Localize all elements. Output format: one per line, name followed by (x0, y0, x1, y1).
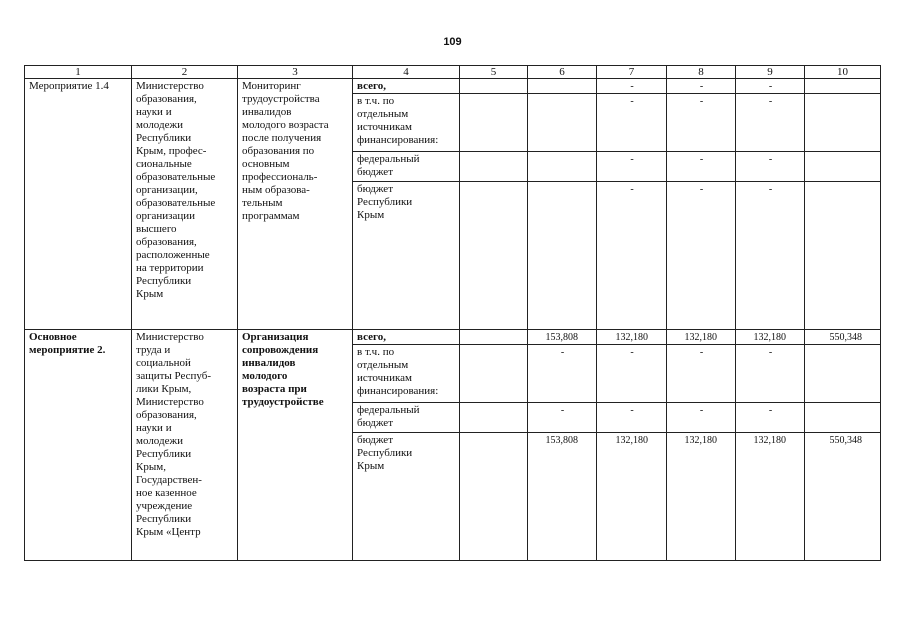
measure-name: Основное мероприятие 2. (25, 330, 132, 561)
measure-title: Мониторинг трудоустройства инвалидов молодого возраста после получения образования по основным профессиональ- ным образова- тельным программам (238, 79, 353, 330)
value-cell (805, 345, 881, 403)
value-cell: - (597, 403, 667, 433)
executor-cell: Министерство труда и социальной защиты Респуб- лики Крым, Министерство образования, науки и молодежи Республики Крым, Государствен- ное казенное учреждение Республики Крым «Центр (132, 330, 238, 561)
value-cell: 132,180 (667, 433, 736, 561)
budget-table (24, 65, 881, 561)
value-cell: - (528, 345, 597, 403)
value-cell: 153,808 (528, 433, 597, 561)
column-number: 10 (805, 66, 881, 79)
value-cell: - (667, 182, 736, 330)
value-cell: - (736, 345, 805, 403)
value-cell: 132,180 (667, 330, 736, 345)
table-row (25, 79, 881, 94)
measure-title: Организация сопровождения инвалидов молодого возраста при трудоустройстве (238, 330, 353, 561)
value-cell (805, 403, 881, 433)
value-cell (460, 345, 528, 403)
value-cell: - (597, 182, 667, 330)
table-row (25, 330, 881, 345)
funding-source: бюджет Республики Крым (353, 433, 460, 561)
funding-source: федеральный бюджет (353, 403, 460, 433)
value-cell: - (667, 345, 736, 403)
funding-source: в т.ч. по отдельным источникам финансирования: (353, 94, 460, 152)
value-cell: 153,808 (528, 330, 597, 345)
value-cell: - (597, 79, 667, 94)
executor-cell: Министерство образования, науки и молодежи Республики Крым, профес- сиональные образовательные организации, образовательные организации высшего образования, расположенные на территории Республики Крым (132, 79, 238, 330)
column-number: 4 (353, 66, 460, 79)
column-number: 9 (736, 66, 805, 79)
value-cell (528, 79, 597, 94)
value-cell: - (528, 403, 597, 433)
value-cell (460, 152, 528, 182)
page-number: 109 (443, 36, 462, 48)
value-cell: - (667, 403, 736, 433)
column-number: 2 (132, 66, 238, 79)
value-cell: - (597, 94, 667, 152)
value-cell: - (667, 94, 736, 152)
value-cell: 550,348 (805, 433, 881, 561)
value-cell (528, 152, 597, 182)
value-cell (528, 94, 597, 152)
value-cell: - (667, 152, 736, 182)
value-cell (460, 182, 528, 330)
value-cell: - (736, 152, 805, 182)
value-cell: 550,348 (805, 330, 881, 345)
value-cell: 132,180 (736, 433, 805, 561)
column-number: 7 (597, 66, 667, 79)
column-number: 5 (460, 66, 528, 79)
value-cell: - (736, 79, 805, 94)
column-number: 3 (238, 66, 353, 79)
funding-source: бюджет Республики Крым (353, 182, 460, 330)
value-cell: - (736, 94, 805, 152)
budget-table-sheet (24, 65, 880, 570)
funding-source: всего, (353, 330, 460, 345)
column-number: 1 (25, 66, 132, 79)
value-cell (460, 403, 528, 433)
value-cell: - (597, 152, 667, 182)
value-cell (460, 94, 528, 152)
column-number-row (25, 66, 881, 79)
value-cell (805, 182, 881, 330)
value-cell: 132,180 (597, 433, 667, 561)
column-number: 8 (667, 66, 736, 79)
measure-name: Мероприятие 1.4 (25, 79, 132, 330)
value-cell (460, 330, 528, 345)
funding-source: всего, (353, 79, 460, 94)
value-cell (805, 79, 881, 94)
funding-source: федеральный бюджет (353, 152, 460, 182)
funding-source: в т.ч. по отдельным источникам финансирования: (353, 345, 460, 403)
value-cell: - (736, 403, 805, 433)
column-number: 6 (528, 66, 597, 79)
value-cell: 132,180 (736, 330, 805, 345)
value-cell: 132,180 (597, 330, 667, 345)
value-cell (805, 94, 881, 152)
value-cell: - (667, 79, 736, 94)
value-cell: - (597, 345, 667, 403)
value-cell (805, 152, 881, 182)
value-cell (460, 79, 528, 94)
value-cell: - (736, 182, 805, 330)
value-cell (528, 182, 597, 330)
value-cell (460, 433, 528, 561)
